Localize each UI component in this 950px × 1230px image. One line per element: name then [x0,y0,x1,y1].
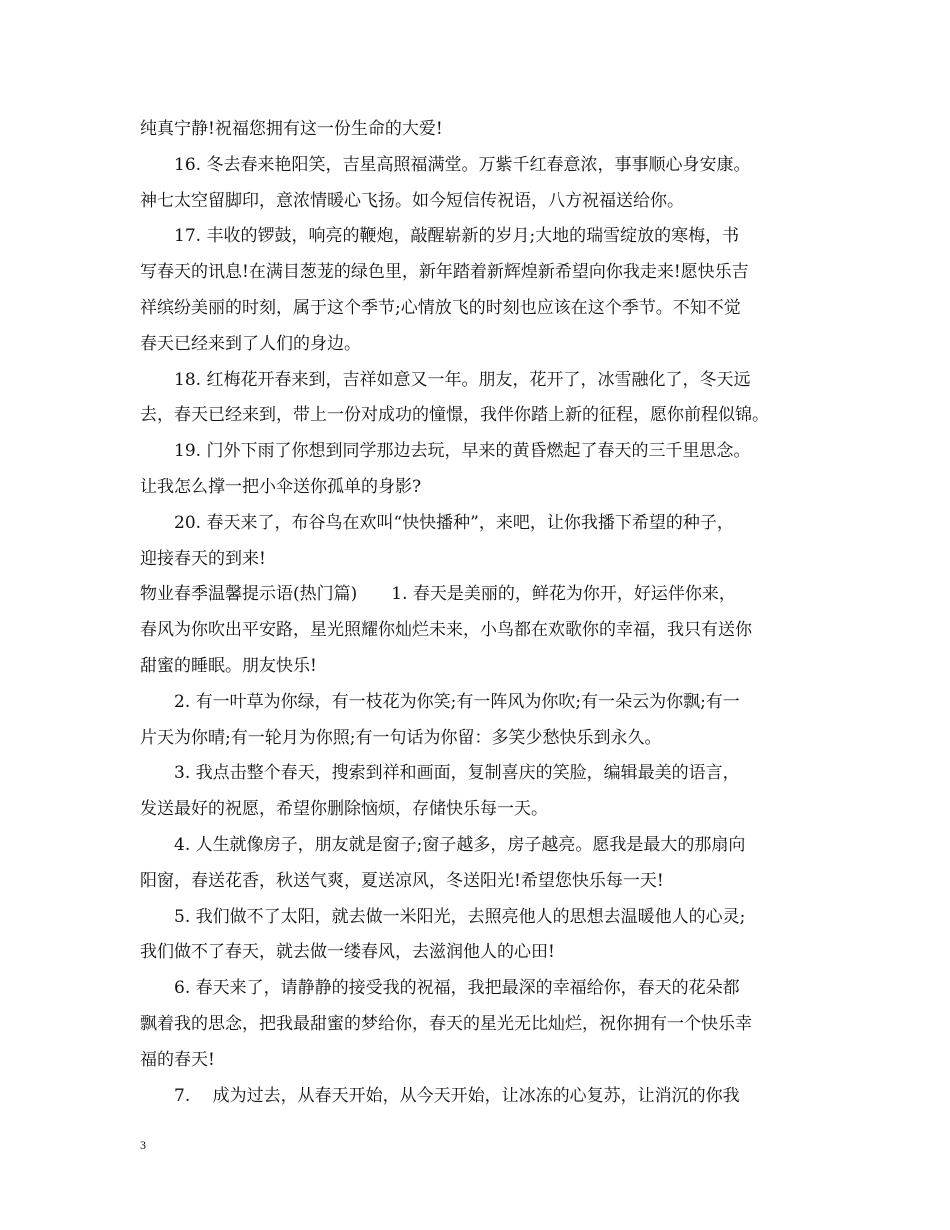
text-line: 2. 有一叶草为你绿，有一枝花为你笑;有一阵风为你吹;有一朵云为你飘;有一 [174,691,740,712]
text-line: 18. 红梅花开春来到，吉祥如意又一年。朋友，花开了，冰雪融化了，冬天远 [174,369,751,390]
text-line: 我们做不了春天，就去做一缕春风，去滋润他人的心田! [140,942,555,963]
text-line: 3. 我点击整个春天，搜索到祥和画面，复制喜庆的笑脸，编辑最美的语言， [174,763,740,784]
text-line: 让我怎么撑一把小伞送你孤单的身影? [140,476,422,497]
text-line: 7. 成为过去，从春天开始，从今天开始，让冰冻的心复苏，让消沉的你我 [174,1085,740,1106]
text-line: 6. 春天来了，请静静的接受我的祝福，我把最深的幸福给你，春天的花朵都 [174,978,740,999]
text-line: 17. 丰收的锣鼓，响亮的鞭炮，敲醒崭新的岁月;大地的瑞雪绽放的寒梅，书 [174,226,740,247]
page-number: 3 [140,1138,146,1152]
text-line: 春天已经来到了人们的身边。 [140,333,361,354]
text-line: 纯真宁静!祝福您拥有这一份生命的大爱! [140,119,443,139]
text-line: 发送最好的祝愿，希望你删除恼烦，存储快乐每一天。 [140,799,548,820]
text-line: 甜蜜的睡眠。朋友快乐! [140,655,317,676]
text-line: 阳窗，春送花香，秋送气爽，夏送凉风，冬送阳光!希望您快乐每一天! [140,870,664,891]
text-line: 16. 冬去春来艳阳笑，吉星高照福满堂。万紫千红春意浓，事事顺心身安康。 [174,154,751,175]
body-text [140,112,820,1114]
text-line: 迎接春天的到来! [140,548,266,569]
text-line: 神七太空留脚印，意浓情暖心飞扬。如今短信传祝语，八方祝福送给你。 [140,190,684,211]
text-line: 19. 门外下雨了你想到同学那边去玩，早来的黄昏燃起了春天的三千里思念。 [174,441,751,462]
text-line: 5. 我们做不了太阳，就去做一米阳光，去照亮他人的思想去温暖他人的心灵; [174,906,746,927]
text-line: 去，春天已经来到，带上一份对成功的憧憬，我伴你踏上新的征程，愿你前程似锦。 [140,405,769,426]
text-line: 福的春天! [140,1049,215,1070]
text-line: 祥缤纷美丽的时刻，属于这个季节;心情放飞的时刻也应该在这个季节。不知不觉 [140,297,741,318]
text-line: 写春天的讯息!在满目葱茏的绿色里，新年踏着新辉煌新希望向你我走来!愿快乐吉 [140,262,749,283]
text-line: 春风为你吹出平安路，星光照耀你灿烂未来，小鸟都在欢歌你的幸福，我只有送你 [140,620,752,641]
text-line: 片天为你晴;有一轮月为你照;有一句话为你留：多笑少愁快乐到永久。 [140,727,662,748]
text-line: 20. 春天来了，布谷鸟在欢叫“快快播种”，来吧，让你我播下希望的种子， [174,512,734,533]
text-line: 飘着我的思念，把我最甜蜜的梦给你，春天的星光无比灿烂，祝你拥有一个快乐幸 [140,1013,752,1034]
text-line: 4. 人生就像房子，朋友就是窗子;窗子越多，房子越亮。愿我是最大的那扇向 [174,834,746,855]
text-line: 物业春季温馨提示语(热门篇) 1. 春天是美丽的，鲜花为你开，好运伴你来， [140,584,736,605]
